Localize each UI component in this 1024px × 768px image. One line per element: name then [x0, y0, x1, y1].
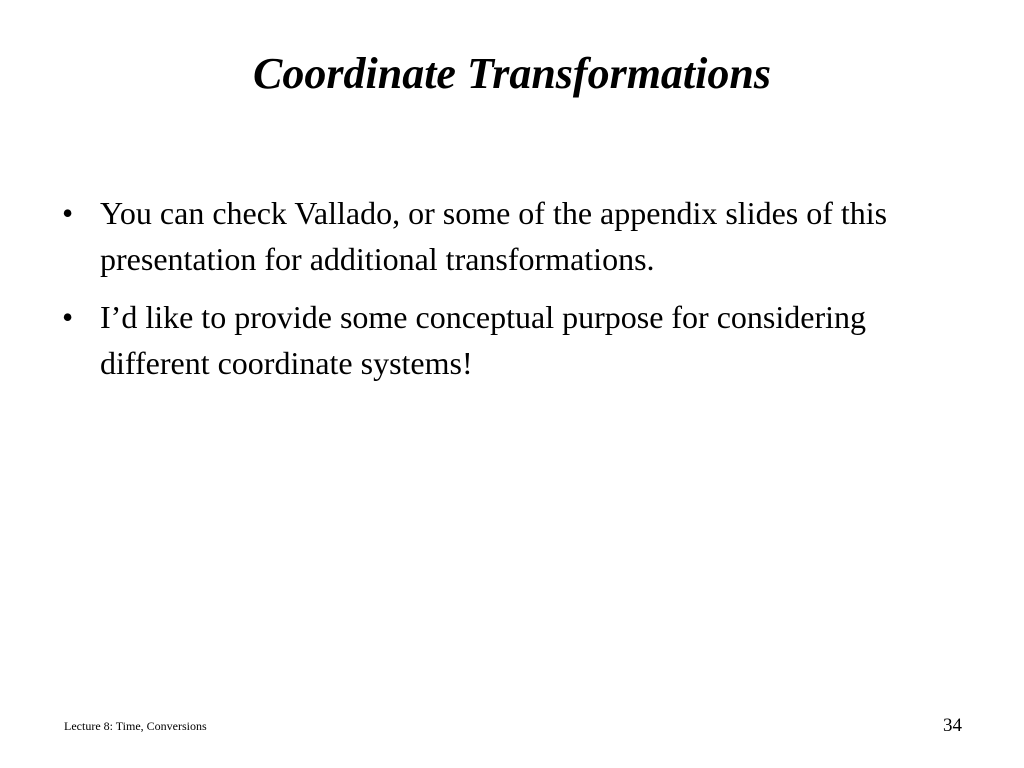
- bullet-text: I’d like to provide some conceptual purpose for considering different coordinate systems!: [100, 299, 866, 381]
- page-number: 34: [943, 715, 962, 736]
- slide-title: Coordinate Transformations: [253, 49, 771, 98]
- bullet-item: [60, 294, 920, 386]
- bullet-icon: •: [62, 195, 74, 231]
- bullet-icon: •: [62, 299, 74, 335]
- bullet-list: [60, 190, 920, 398]
- footer-lecture-label: Lecture 8: Time, Conversions: [64, 719, 207, 733]
- bullet-text: You can check Vallado, or some of the appendix slides of this presentation for additional transformations.: [100, 195, 888, 277]
- bullet-item: [60, 190, 920, 282]
